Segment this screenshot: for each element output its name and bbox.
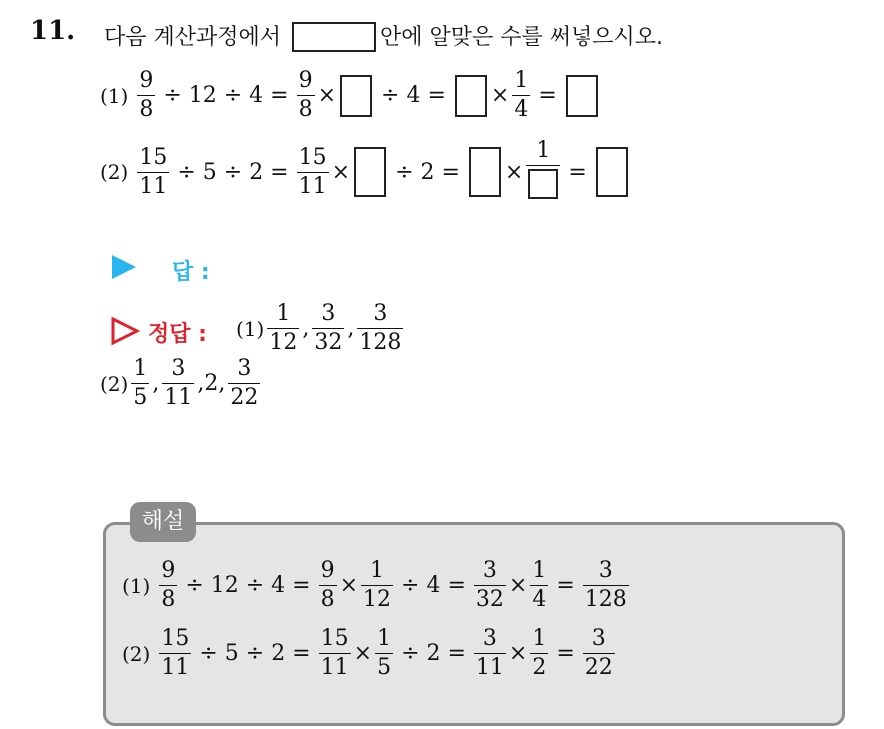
fraction: $\frac{3}{22}$ [230,356,259,410]
answer-blank[interactable] [292,22,376,52]
fraction: $\frac{3}{22}$ [584,626,613,680]
times-sign: × [504,159,524,185]
fraction: $\frac{1}{5}$ [377,626,392,680]
integer-value: 2 [204,371,219,396]
solution-panel [103,522,845,726]
equals-sign: = [568,159,587,185]
correct-label: 정답 : [148,322,207,347]
fraction: $\frac{9}{8}$ [139,68,154,122]
blank-box[interactable] [340,75,372,117]
times-sign: × [508,641,528,666]
operators: ÷ 12 ÷ 4 = [185,573,311,598]
fraction: $\frac{3}{128}$ [359,301,402,355]
question-text [104,20,663,52]
times-sign: × [339,573,359,598]
equals-sign: = [556,641,575,666]
times-sign: × [490,83,510,108]
fraction: $\frac{9}{8}$ [320,558,335,612]
question-part2 [100,140,632,204]
answer-arrow-icon [112,255,136,279]
question-text-after: 안에 알맞은 수를 써넣으시오. [380,25,664,50]
fraction: $\frac{3}{11}$ [164,356,193,410]
operators: ÷ 2 = [395,159,460,185]
operators: ÷ 5 ÷ 2 = [199,641,311,666]
operators: ÷ 5 ÷ 2 = [177,159,289,185]
question-part1 [100,70,602,121]
equals-sign: = [556,573,575,598]
correct-part2 [100,358,263,409]
fraction: $\frac{15}{11}$ [161,626,190,680]
correct-part1 [236,303,406,354]
solution-line2-label: (2) [122,641,151,666]
fraction: $\frac{3}{128}$ [584,558,627,612]
times-sign: × [508,573,528,598]
fraction: $\frac{1}{12}$ [363,558,392,612]
fraction: $\frac{3}{32}$ [475,558,504,612]
question-number: 11. [30,16,76,46]
correct-arrow-icon [110,316,140,346]
operators: ÷ 4 = [381,83,446,108]
solution-tab: 해설 [130,502,196,542]
fraction: $\frac{1}{2}$ [532,626,547,680]
question-text-before: 다음 계산과정에서 [104,25,282,50]
operators: ÷ 4 = [401,573,466,598]
times-sign: × [317,83,337,108]
fraction: $\frac{1}{12}$ [269,301,298,355]
fraction: $\frac{15}{11}$ [139,144,168,199]
fraction: $\frac{1}{4}$ [514,68,529,122]
comma: , [197,371,205,396]
equals-sign: = [538,83,557,108]
blank-box[interactable] [469,147,501,197]
solution-line1 [122,560,632,611]
blank-box[interactable] [596,147,628,197]
fraction: $\frac{1}{4}$ [532,558,547,612]
fraction: $\frac{9}{8}$ [298,68,313,122]
part1-label: (1) [100,83,129,108]
fraction: $\frac{15}{11}$ [298,144,327,199]
answer-label: 답 : [172,260,210,285]
blank-box[interactable] [566,75,598,117]
solution-line1-label: (1) [122,573,151,598]
comma: , [347,316,355,341]
fraction: $\frac{1}{5}$ [133,356,148,410]
part2-label: (2) [100,160,129,184]
times-sign: × [353,641,373,666]
times-sign: × [331,159,351,185]
blank-box[interactable] [455,75,487,117]
blank-box[interactable] [354,147,386,197]
comma: , [218,371,226,396]
fraction: $\frac{15}{11}$ [320,626,349,680]
fraction: $\frac{3}{32}$ [314,301,343,355]
correct-part2-label: (2) [100,371,129,396]
fraction-blank-denominator: 1 [526,140,560,204]
comma: , [302,316,310,341]
correct-part1-label: (1) [236,316,265,341]
solution-line2 [122,628,618,679]
operators: ÷ 2 = [401,641,466,666]
fraction: $\frac{9}{8}$ [161,558,176,612]
operators: ÷ 12 ÷ 4 = [163,83,289,108]
blank-box[interactable] [528,169,558,199]
fraction: $\frac{3}{11}$ [475,626,504,680]
comma: , [152,371,160,396]
